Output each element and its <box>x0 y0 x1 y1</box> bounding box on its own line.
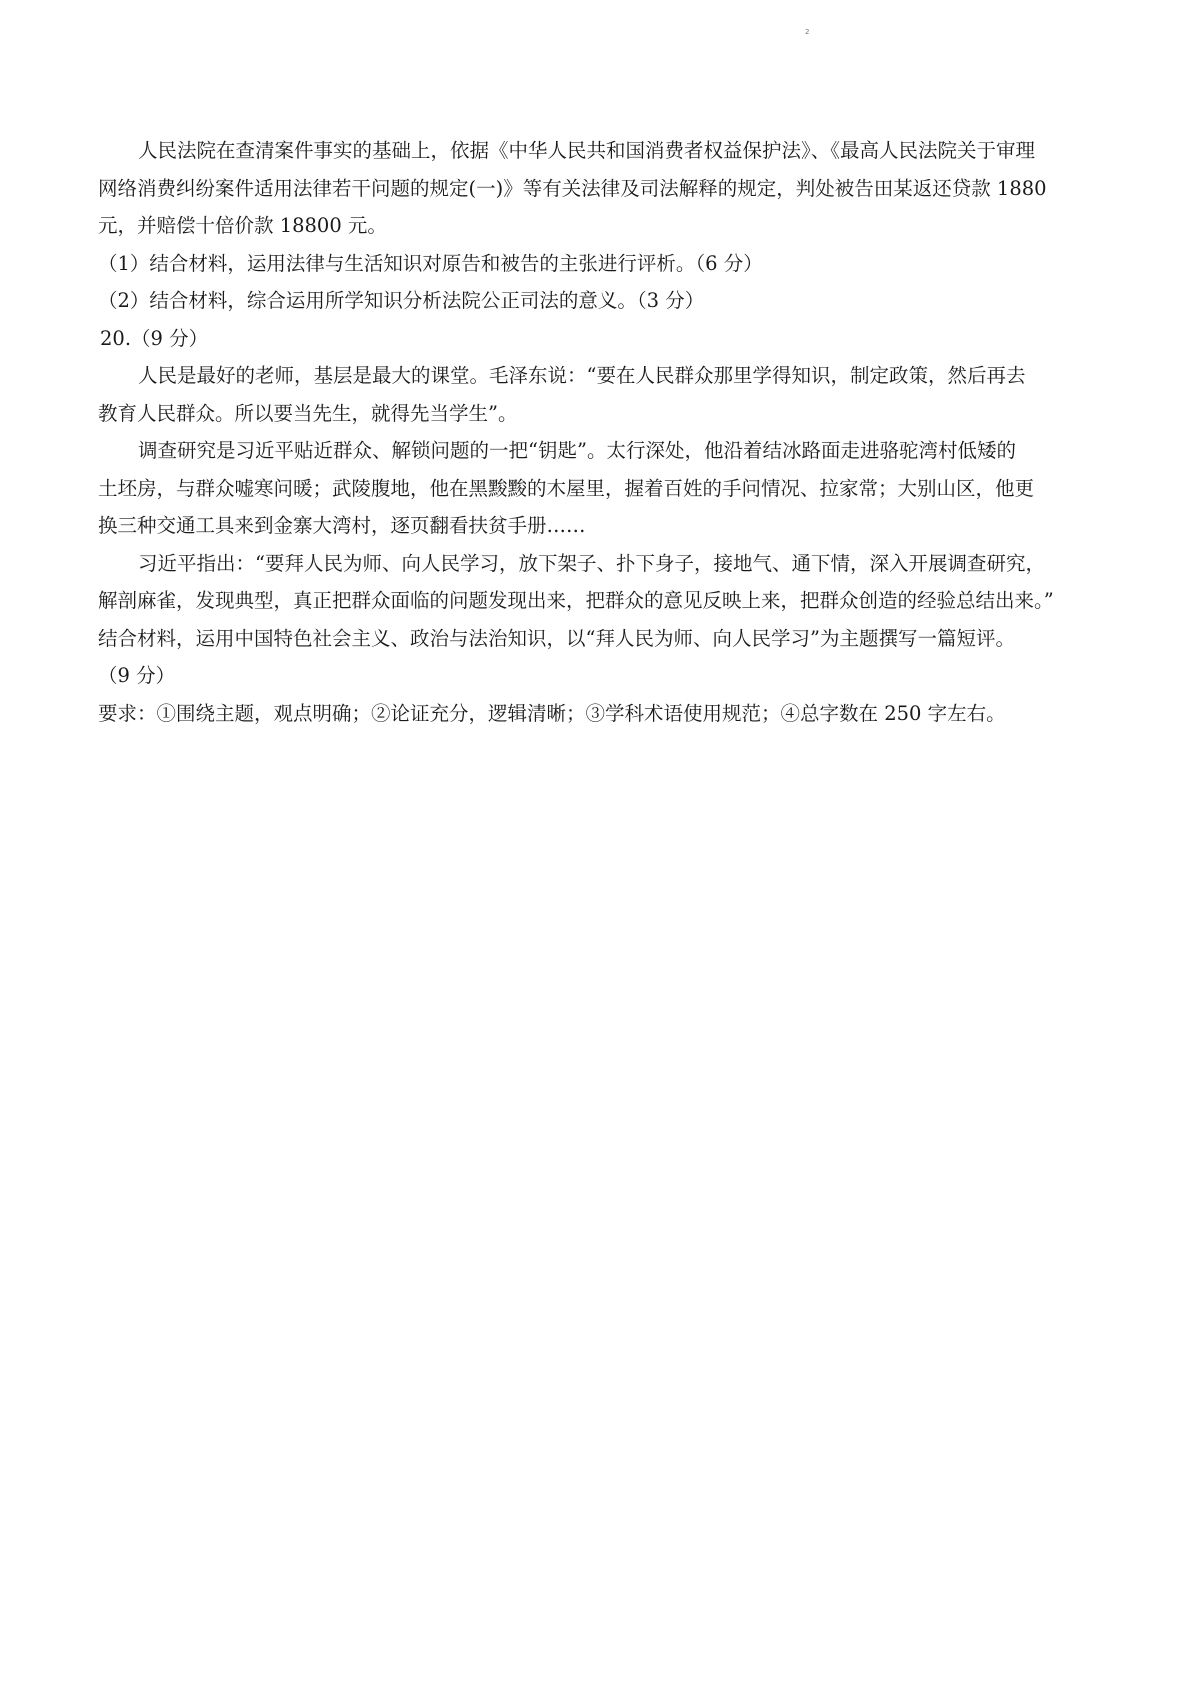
case-paragraph <box>98 132 1108 245</box>
paragraph-line: 人民法院在查清案件事实的基础上，依据《中华人民共和国消费者权益保护法》、《最高人民法院关于审理 <box>138 139 1036 162</box>
subquestion-1: （1）结合材料，运用法律与生活知识对原告和被告的主张进行评析。（6 分） <box>98 251 763 275</box>
q20-paragraph-1 <box>98 357 1108 432</box>
q20-task <box>98 620 1108 695</box>
paragraph-line: 换三种交通工具来到金寨大湾村，逐页翻看扶贫手册…… <box>98 514 586 537</box>
page-number-mark: 2 <box>805 28 810 36</box>
q20-requirements: 要求：①围绕主题，观点明确；②论证充分，逻辑清晰；③学科术语使用规范；④总字数在 250 字左右。 <box>98 701 1006 725</box>
paragraph-line: 元，并赔偿十倍价款 18800 元。 <box>98 214 387 237</box>
paragraph-line: 土坯房，与群众嘘寒问暖；武陵腹地，他在黑黢黢的木屋里，握着百姓的手问情况、拉家常；大别山区，他更 <box>98 476 1035 500</box>
task-line: （9 分） <box>98 664 176 687</box>
paragraph-line: 教育人民群众。所以要当先生，就得先当学生”。 <box>98 401 518 425</box>
paragraph-line: 习近平指出：“要拜人民为师、向人民学习，放下架子、扑下身子，接地气、通下情，深入开展调查研究， <box>138 551 1045 575</box>
question-20 <box>98 320 1108 733</box>
question-20-header: 20.（9 分） <box>100 326 209 350</box>
q20-paragraph-3 <box>98 545 1108 620</box>
paragraph-line: 网络消费纠纷案件适用法律若干问题的规定(一)》等有关法律及司法解释的规定，判处被告田某返还贷款 1880 <box>98 176 1047 200</box>
exam-question-text <box>98 132 1108 732</box>
paragraph-line: 调查研究是习近平贴近群众、解锁问题的一把“钥匙”。太行深处，他沿着结冰路面走进骆驼湾村低矮的 <box>138 439 1016 462</box>
q20-paragraph-2 <box>98 432 1108 545</box>
q19-subquestions <box>98 245 1108 320</box>
paragraph-line: 人民是最好的老师，基层是最大的课堂。毛泽东说：“要在人民群众那里学得知识，制定政策，然后再去 <box>138 364 1026 387</box>
task-line: 结合材料，运用中国特色社会主义、政治与法治知识，以“拜人民为师、向人民学习”为主题撰写一篇短评。 <box>98 626 1015 650</box>
paragraph-line: 解剖麻雀，发现典型，真正把群众面临的问题发现出来，把群众的意见反映上来，把群众创造的经验总结出来。” <box>98 589 1054 612</box>
subquestion-2: （2）结合材料，综合运用所学知识分析法院公正司法的意义。（3 分） <box>98 289 705 312</box>
